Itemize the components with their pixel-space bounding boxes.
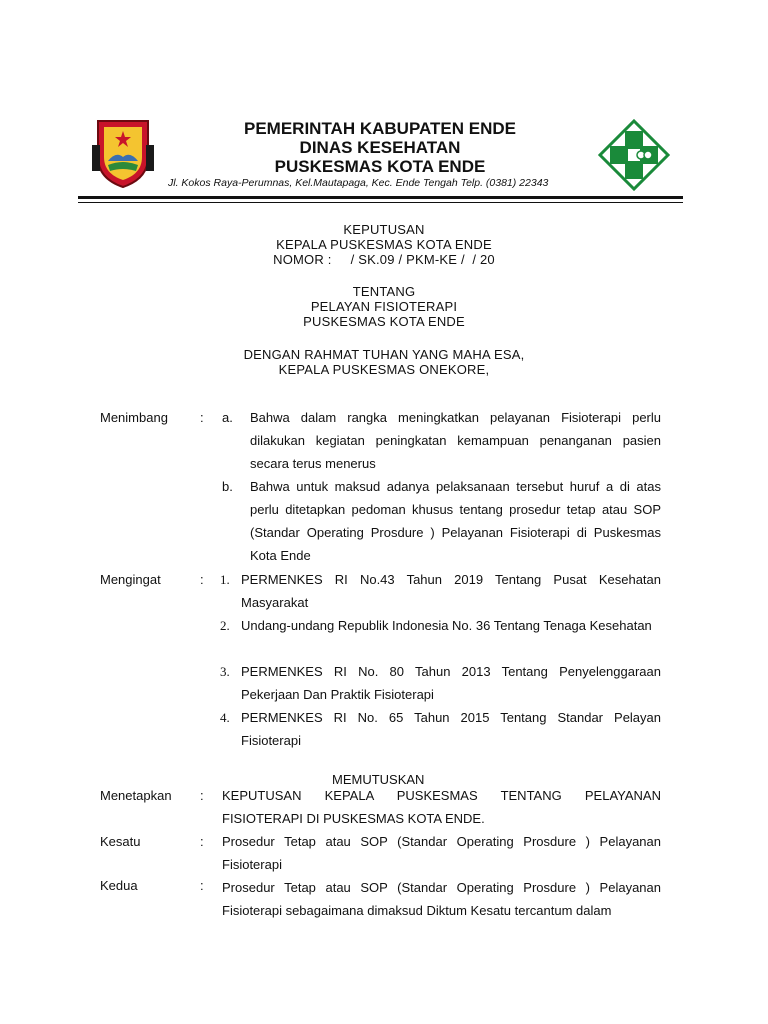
kesatu-text: Prosedur Tetap atau SOP (Standar Operating Prosdure ) Pelayanan Fisioterapi [222, 834, 661, 872]
menetapkan-label: Menetapkan [100, 788, 172, 803]
title-nomor: NOMOR : / SK.09 / PKM-KE / / 20 [273, 252, 495, 267]
menimbang-item-b: Bahwa untuk maksud adanya pelaksanaan tersebut huruf a di atas perlu ditetapkan pedoman khusus tentang prosedur tetap atau SOP (Standar Operating Prosdure ) Pelayanan Fisioterapi di Puskesmas Kota Ende [250, 479, 661, 563]
kedua-text: Prosedur Tetap atau SOP (Standar Operating Prosdure ) Pelayanan Fisioterapi sebagaimana dimaksud Diktum Kesatu tercantum dalam [222, 880, 661, 918]
mengingat-item-2: Undang-undang Republik Indonesia No. 36 Tentang Tenaga Kesehatan [241, 618, 652, 633]
title-subject: PELAYAN FISIOTERAPI [310, 299, 458, 314]
mengingat-item-4: PERMENKES RI No. 65 Tahun 2015 Tentang Standar Pelayan Fisioterapi [241, 710, 661, 748]
kesatu-label: Kesatu [100, 834, 141, 849]
mengingat-mark-1: 1. [220, 572, 230, 587]
title-kepala-onekore: KEPALA PUSKESMAS ONEKORE, [278, 362, 490, 377]
menimbang-mark-a: a. [222, 410, 233, 425]
mengingat-mark-4: 4. [220, 710, 230, 725]
memutuskan-heading: MEMUTUSKAN [332, 772, 425, 787]
regency-crest-icon [90, 117, 156, 189]
title-puskesmas: PUSKESMAS KOTA ENDE [303, 314, 465, 329]
mengingat-item-3: PERMENKES RI No. 80 Tahun 2013 Tentang Penyelenggaraan Pekerjaan Dan Praktik Fisioterapi [241, 664, 661, 702]
mengingat-mark-3: 3. [220, 664, 230, 679]
title-rahmat: DENGAN RAHMAT TUHAN YANG MAHA ESA, [243, 347, 525, 362]
header-divider-thick [78, 196, 683, 199]
title-keputusan: KEPUTUSAN [343, 222, 425, 237]
menetapkan-text: KEPUTUSAN KEPALA PUSKESMAS TENTANG PELAYANAN FISIOTERAPI DI PUSKESMAS KOTA ENDE. [222, 788, 661, 826]
menimbang-item-a: Bahwa dalam rangka meningkatkan pelayanan Fisioterapi perlu dilakukan kegiatan peningkatan kemampuan penanganan pasien secara terus menerus [250, 410, 661, 471]
header-line-1: PEMERINTAH KABUPATEN ENDE [243, 119, 516, 138]
puskesmas-cross-icon [598, 119, 670, 191]
title-kepala: KEPALA PUSKESMAS KOTA ENDE [276, 237, 492, 252]
mengingat-colon: : [200, 572, 204, 587]
kesatu-colon: : [200, 834, 204, 849]
mengingat-item-1: PERMENKES RI No.43 Tahun 2019 Tentang Pusat Kesehatan Masyarakat [241, 572, 661, 610]
header-line-2: DINAS KESEHATAN [299, 138, 461, 157]
kedua-label: Kedua [100, 878, 138, 893]
header-divider-thin [78, 202, 683, 203]
menimbang-label: Menimbang [100, 410, 168, 425]
header-address: Jl. Kokos Raya-Perumnas, Kel.Mautapaga, Kec. Ende Tengah Telp. (0381) 22343 [168, 177, 549, 189]
mengingat-label: Mengingat [100, 572, 161, 587]
title-tentang: TENTANG [352, 284, 416, 299]
menimbang-mark-b: b. [222, 479, 233, 494]
menimbang-colon: : [200, 410, 204, 425]
header-line-3: PUSKESMAS KOTA ENDE [274, 157, 486, 176]
mengingat-mark-2: 2. [220, 618, 230, 633]
menetapkan-colon: : [200, 788, 204, 803]
kedua-colon: : [200, 878, 204, 893]
